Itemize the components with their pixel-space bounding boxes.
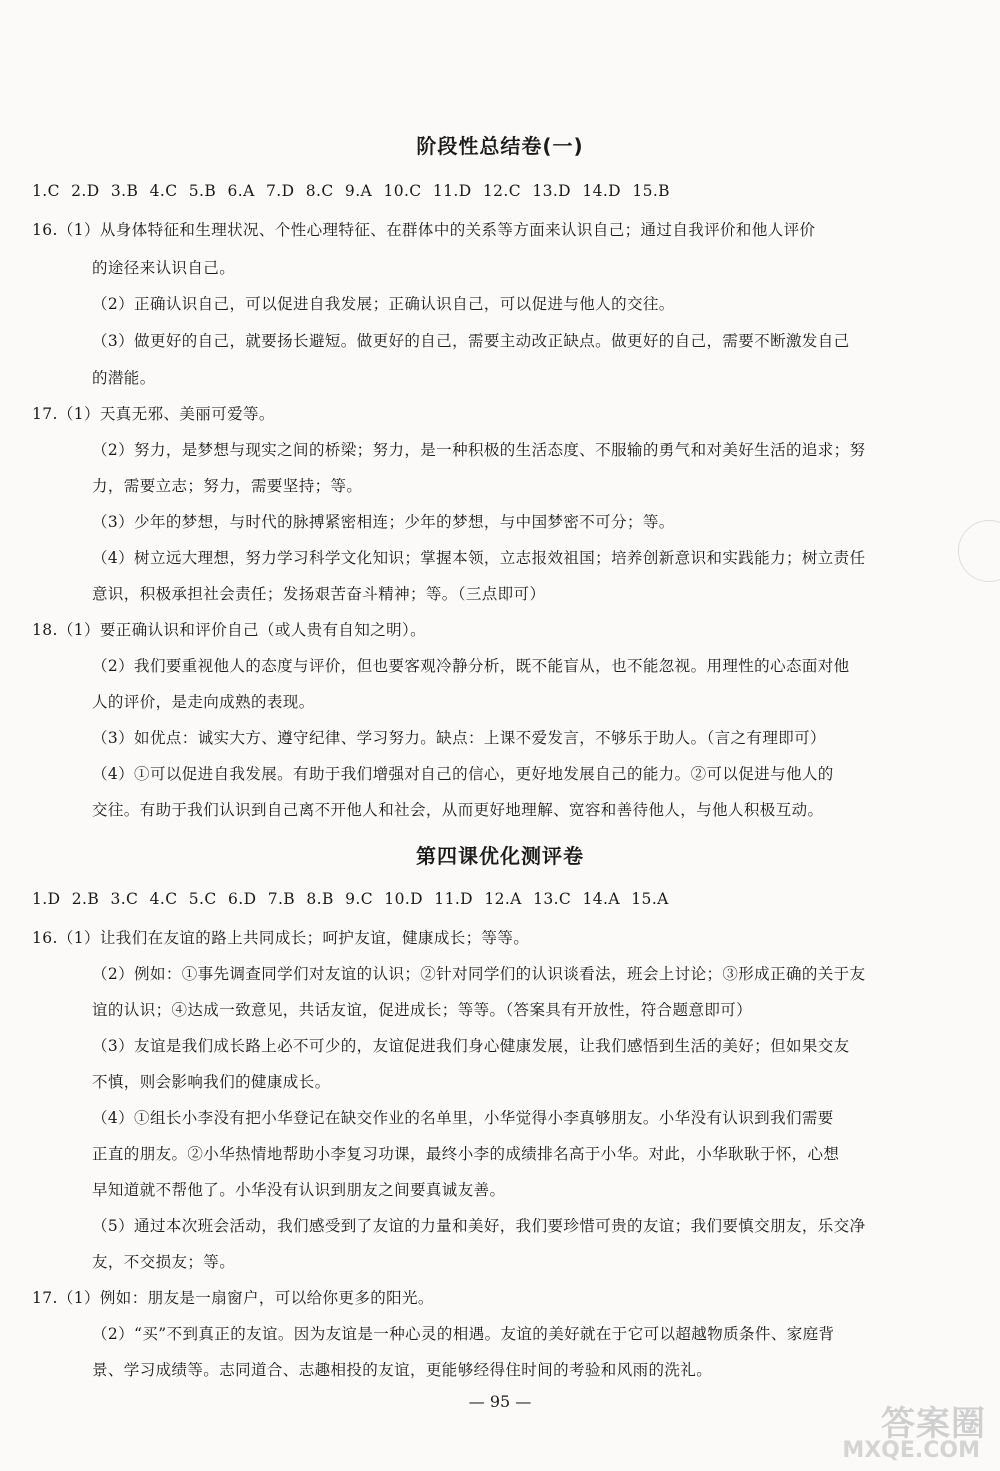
answer-line: （4）①组长小李没有把小华登记在缺交作业的名单里，小华觉得小李真够朋友。小华没有认识到我们需要 xyxy=(92,1109,834,1127)
answer-line: 谊的认识；④达成一致意见，共话友谊，促进成长；等等。（答案具有开放性，符合题意即可） xyxy=(92,1001,753,1019)
answer-line: （4）①可以促进自我发展。有助于我们增强对自己的信心，更好地发展自己的能力。②可以促进与他人的 xyxy=(92,765,834,783)
answer-line: （2）努力，是梦想与现实之间的桥梁；努力，是一种积极的生活态度、不服输的勇气和对美好生活的追求；努 xyxy=(92,441,866,459)
answer-line: （3）少年的梦想，与时代的脉搏紧密相连；少年的梦想，与中国梦密不可分；等。 xyxy=(92,513,675,531)
answer-line: 的途径来认识自己。 xyxy=(92,259,236,277)
answer-line: （3）做更好的自己，就要扬长避短。做更好的自己，需要主动改正缺点。做更好的自己，需要不断激发自己 xyxy=(92,332,850,350)
mc-answers-2: 1.D 2.B 3.C 4.C 5.C 6.D 7.B 8.B 9.C 10.D 11.D 12.A 13.C 14.A 15.A xyxy=(32,890,669,908)
answer-line: （5）通过本次班会活动，我们感受到了友谊的力量和美好，我们要珍惜可贵的友谊；我们要慎交朋友，乐交净 xyxy=(92,1217,866,1235)
mc-answers-1: 1.C 2.D 3.B 4.C 5.B 6.A 7.D 8.C 9.A 10.C 11.D 12.C 13.D 14.D 15.B xyxy=(32,182,670,200)
answer-line: 力，需要立志；努力，需要坚持；等。 xyxy=(92,477,363,495)
answer-line: （3）友谊是我们成长路上必不可少的，友谊促进我们身心健康发展，让我们感悟到生活的美好；但如果交友 xyxy=(92,1037,850,1055)
answer-line: 17.（1）例如：朋友是一扇窗户，可以给你更多的阳光。 xyxy=(32,1289,434,1307)
answer-line: （3）如优点：诚实大方、遵守纪律、学习努力。缺点：上课不爱发言，不够乐于助人。（言之有理即可） xyxy=(92,729,826,747)
answer-line: （2）“买”不到真正的友谊。因为友谊是一种心灵的相遇。友谊的美好就在于它可以超越物质条件、家庭背 xyxy=(92,1325,835,1343)
answer-line: 交往。有助于我们认识到自己离不开他人和社会，从而更好地理解、宽容和善待他人，与他人积极互动。 xyxy=(92,801,824,819)
stamp-icon xyxy=(958,520,1000,582)
answer-line: 17.（1）天真无邪、美丽可爱等。 xyxy=(32,405,275,423)
answer-line: 正直的朋友。②小华热情地帮助小李复习功课，最终小李的成绩排名高于小华。对此，小华耿耿于怀，心想 xyxy=(92,1145,840,1163)
answer-line: 人的评价，是走向成熟的表现。 xyxy=(92,693,315,711)
answer-line: （2）例如：①事先调查同学们对友谊的认识；②针对同学们的认识谈看法，班会上讨论；③形成正确的关于友 xyxy=(92,965,866,983)
answer-line: 16.（1）让我们在友谊的路上共同成长；呵护友谊，健康成长；等等。 xyxy=(32,929,530,947)
answer-line: 不慎，则会影响我们的健康成长。 xyxy=(92,1073,331,1091)
answer-line: 早知道就不帮他了。小华没有认识到朋友之间要真诚友善。 xyxy=(92,1181,506,1199)
answer-line: （2）我们要重视他人的态度与评价，但也要客观冷静分析，既不能盲从，也不能忽视。用理性的心态面对他 xyxy=(92,657,850,675)
answer-line: 18.（1）要正确认识和评价自己（或人贵有自知之明）。 xyxy=(32,621,427,639)
page-number: — 95 — xyxy=(468,1392,532,1411)
answer-line: （2）正确认识自己，可以促进自我发展；正确认识自己，可以促进与他人的交往。 xyxy=(92,295,675,313)
section-title-2: 第四课优化测评卷 xyxy=(416,844,584,868)
answer-line: 友，不交损友；等。 xyxy=(92,1253,236,1271)
answer-line: （4）树立远大理想，努力学习科学文化知识；掌握本领，立志报效祖国；培养创新意识和实践能力；树立责任 xyxy=(92,549,866,567)
watermark-logo: 答案圈 xyxy=(881,1404,986,1444)
section-title-1: 阶段性总结卷(一) xyxy=(416,134,584,158)
answer-line: 景、学习成绩等。志同道合、志趣相投的友谊，更能够经得住时间的考验和风雨的洗礼。 xyxy=(92,1361,713,1379)
answer-line: 的潜能。 xyxy=(92,369,156,387)
answer-line: 意识，积极承担社会责任；发扬艰苦奋斗精神；等。（三点即可） xyxy=(92,585,546,603)
watermark-url: MXQE.COM xyxy=(842,1438,980,1463)
answer-line: 16.（1）从身体特征和生理状况、个性心理特征、在群体中的关系等方面来认识自己；通过自我评价和他人评价 xyxy=(32,221,816,239)
